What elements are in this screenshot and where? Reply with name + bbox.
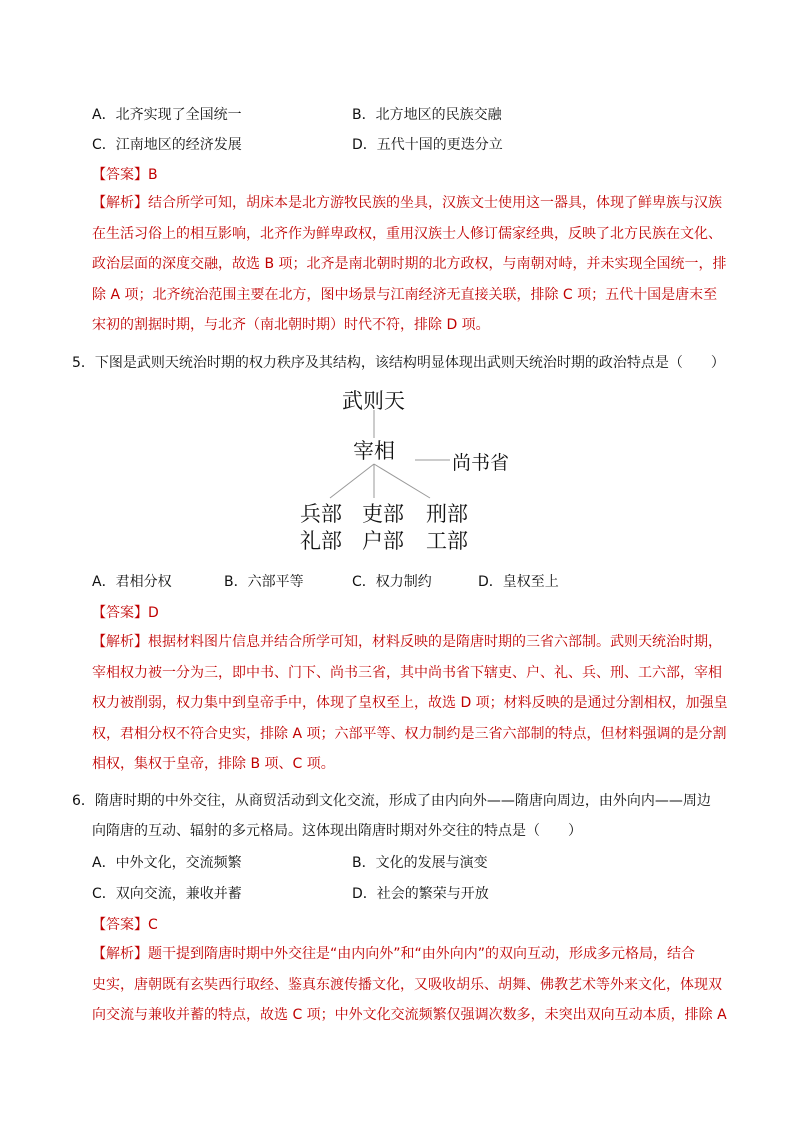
answer-value: B	[148, 167, 158, 183]
node-chancellor: 宰相	[353, 439, 395, 463]
q5-answer	[92, 602, 159, 622]
q5-option-d: D．皇权至上	[478, 574, 559, 590]
q4-option-d: D．五代十国的更迭分立	[352, 137, 503, 153]
q6-stem-line2: 向隋唐的互动、辐射的多元格局。这体现出隋唐时期对外交往的特点是（ ）	[92, 823, 582, 839]
analysis-line: 政治层面的深度交融，故选 B 项；北齐是南北朝时期的北方政权，与南朝对峙，并未实现全国统一，排	[92, 256, 727, 272]
q4-option-b: B．北方地区的民族交融	[352, 107, 502, 123]
analysis-text: 结合所学可知，胡床本是北方游牧民族的坐具，汉族文士使用这一器具，体现了鲜卑族与汉族	[148, 195, 722, 211]
q4-analysis	[92, 188, 732, 341]
analysis-line: 在生活习俗上的相互影响，北齐作为鲜卑政权，重用汉族士人修订儒家经典，反映了北方民族在文化、	[92, 225, 722, 242]
q5-analysis	[92, 627, 732, 780]
q6-answer	[92, 914, 158, 934]
analysis-text: 题干提到隋唐时期中外交往是“由内向外”和“由外向内”的双向互动，形成多元格局，结合	[148, 946, 696, 962]
analysis-line: 相权，集权于皇帝，排除 B 项、C 项。	[92, 756, 335, 772]
node-libu-personnel: 吏部	[362, 502, 404, 526]
analysis-line: 史实，唐朝既有玄奘西行取经、鉴真东渡传播文化，又吸收胡乐、胡舞、佛教艺术等外来文化，体现双	[92, 976, 722, 993]
analysis-tag: 【解析】	[92, 195, 148, 211]
diagram-line-right	[374, 464, 430, 498]
analysis-line: 权力被削弱，权力集中到皇帝手中，体现了皇权至上，故选 D 项；材料反映的是通过分割相权，加强皇	[92, 695, 728, 711]
analysis-line: 宋初的割据时期，与北齐（南北朝时期）时代不符，排除 D 项。	[92, 317, 490, 333]
power-structure-diagram	[290, 380, 540, 560]
analysis-line: 除 A 项；北齐统治范围主要在北方，图中场景与江南经济无直接关联，排除 C 项；五代十国是唐末至	[92, 286, 718, 303]
q4-option-a: A．北齐实现了全国统一	[92, 107, 242, 123]
answer-tag: 【答案】	[92, 167, 148, 183]
node-xingbu: 刑部	[426, 502, 468, 526]
node-gongbu: 工部	[426, 529, 468, 553]
q5-option-b: B．六部平等	[224, 574, 304, 590]
answer-value: C	[148, 917, 158, 933]
analysis-line	[92, 627, 732, 658]
diagram-line-left	[330, 464, 374, 498]
analysis-line	[92, 188, 732, 219]
answer-tag: 【答案】	[92, 605, 148, 621]
q5-option-c: C．权力制约	[352, 574, 432, 590]
analysis-tag: 【解析】	[92, 946, 148, 962]
q4-answer	[92, 164, 158, 184]
q5-stem: 5．下图是武则天统治时期的权力秩序及其结构，该结构明显体现出武则天统治时期的政治特点是（ ）	[72, 355, 725, 371]
node-libu-rites: 礼部	[300, 529, 342, 553]
q6-option-a: A．中外文化，交流频繁	[92, 855, 242, 871]
answer-value: D	[148, 605, 159, 621]
node-shangshu: 尚书省	[452, 452, 510, 474]
q4-option-c: C．江南地区的经济发展	[92, 137, 242, 153]
q5-option-a: A．君相分权	[92, 574, 172, 590]
analysis-tag: 【解析】	[92, 634, 148, 650]
q6-option-d: D．社会的繁荣与开放	[352, 886, 489, 902]
analysis-line: 宰相权力被一分为三，即中书、门下、尚书三省，其中尚书省下辖吏、户、礼、兵、刑、工六部，宰相	[92, 664, 722, 681]
node-emperor: 武则天	[342, 389, 405, 413]
analysis-line: 向交流与兼收并蓄的特点，故选 C 项；中外文化交流频繁仅强调次数多，未突出双向互动本质，排除 A	[92, 1007, 727, 1023]
q6-option-b: B．文化的发展与演变	[352, 855, 488, 871]
analysis-line	[92, 939, 732, 970]
q6-analysis	[92, 939, 732, 1031]
q6-option-c: C．双向交流，兼收并蓄	[92, 886, 242, 902]
q6-stem-line1: 6．隋唐时期的中外交往，从商贸活动到文化交流，形成了由内向外——隋唐向周边，由外向内——周边	[72, 793, 711, 809]
analysis-line: 权，君相分权不符合史实，排除 A 项；六部平等、权力制约是三省六部制的特点，但材料强调的是分割	[92, 725, 727, 742]
answer-tag: 【答案】	[92, 917, 148, 933]
node-hubu: 户部	[362, 529, 404, 553]
analysis-text: 根据材料图片信息并结合所学可知，材料反映的是隋唐时期的三省六部制。武则天统治时期，	[148, 634, 722, 650]
node-bingbu: 兵部	[300, 502, 342, 526]
